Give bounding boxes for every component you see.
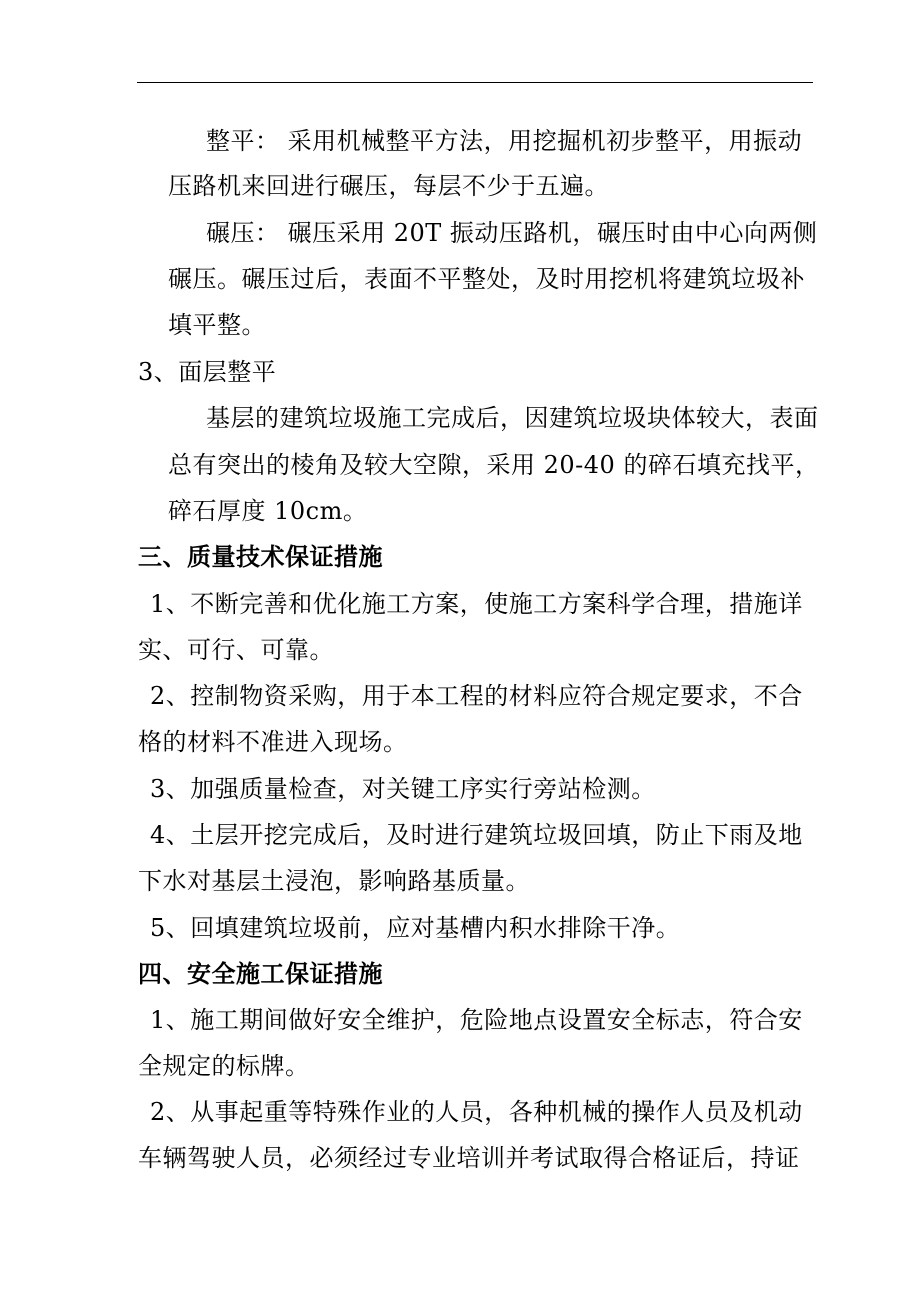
section-heading: 三、质量技术保证措施: [138, 542, 383, 571]
section-heading: 四、安全施工保证措施: [138, 959, 383, 988]
paragraph-line: 整平： 采用机械整平方法，用挖掘机初步整平，用振动: [206, 127, 803, 155]
list-item-continuation: 下水对基层土浸泡，影响路基质量。: [138, 867, 530, 895]
list-item: 4、土层开挖完成后，及时进行建筑垃圾回填，防止下雨及地: [150, 821, 803, 849]
list-item: 1、不断完善和优化施工方案，使施工方案科学合理，措施详: [150, 590, 803, 618]
list-item: 5、回填建筑垃圾前，应对基槽内积水排除干净。: [150, 914, 681, 942]
paragraph-line: 总有突出的棱角及较大空隙，采用 20-40 的碎石填充找平，: [168, 451, 820, 479]
paragraph-line: 压路机来回进行碾压，每层不少于五遍。: [168, 172, 609, 200]
list-item-continuation: 车辆驾驶人员，必须经过专业培训并考试取得合格证后，持证: [138, 1144, 800, 1172]
list-item-continuation: 实、可行、可靠。: [138, 636, 334, 664]
list-item-continuation: 格的材料不准进入现场。: [138, 728, 408, 756]
paragraph-line: 基层的建筑垃圾施工完成后，因建筑垃圾块体较大，表面: [206, 404, 819, 432]
list-item-continuation: 全规定的标牌。: [138, 1052, 310, 1080]
list-item: 2、从事起重等特殊作业的人员，各种机械的操作人员及机动: [150, 1098, 803, 1126]
header-rule: [137, 82, 813, 83]
paragraph-line: 填平整。: [168, 311, 266, 339]
section-subheading: 3、面层整平: [138, 358, 277, 386]
list-item: 2、控制物资采购，用于本工程的材料应符合规定要求，不合: [150, 682, 803, 710]
list-item: 3、加强质量检查，对关键工序实行旁站检测。: [150, 775, 656, 803]
paragraph-line: 碎石厚度 10cm。: [168, 497, 368, 525]
paragraph-line: 碾压： 碾压采用 20T 振动压路机，碾压时由中心向两侧: [206, 219, 818, 247]
paragraph-line: 碾压。碾压过后，表面不平整处，及时用挖机将建筑垃圾补: [168, 265, 805, 293]
list-item: 1、施工期间做好安全维护，危险地点设置安全标志，符合安: [150, 1006, 803, 1034]
